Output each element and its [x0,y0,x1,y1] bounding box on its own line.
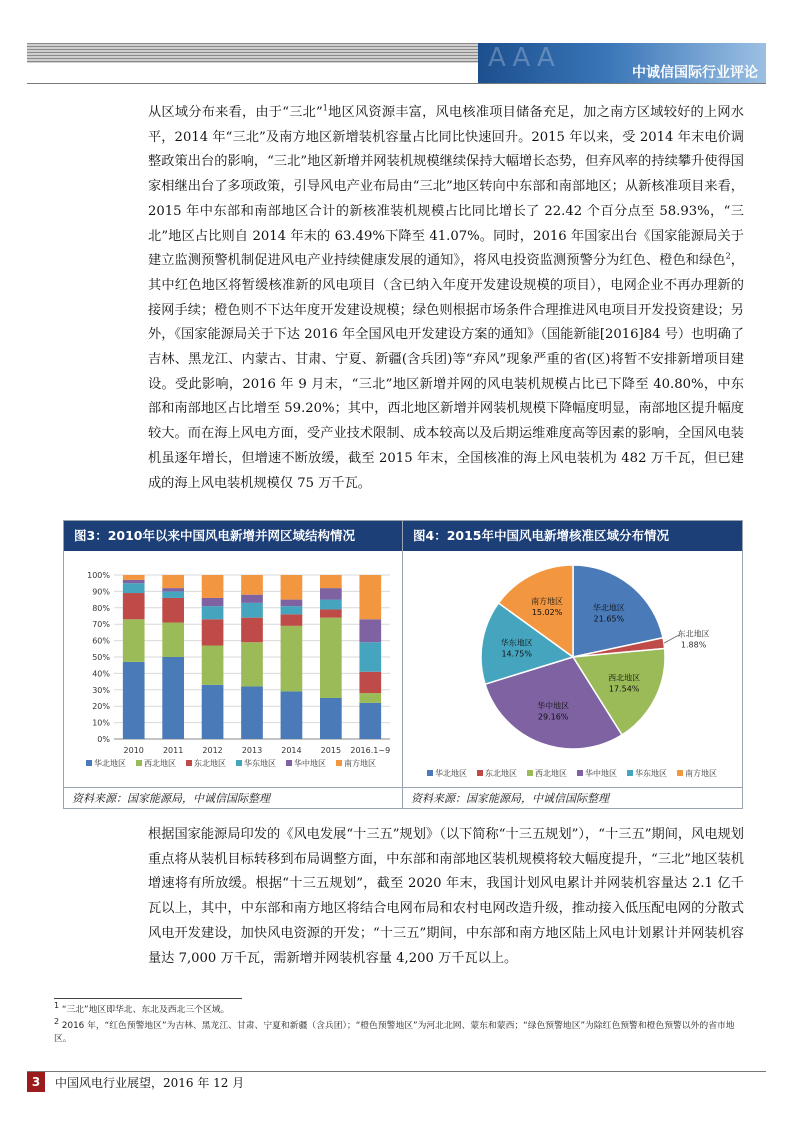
body-paragraph-1 [148,101,744,496]
bar-segment [162,623,184,657]
y-tick-label: 60% [92,636,110,646]
figure-4-source: 资料来源：国家能源局，中诚信国际整理 [403,787,742,808]
bar-segment [359,703,381,739]
y-tick-label: 30% [92,685,110,695]
bar-segment [241,687,263,739]
bar-segment [202,685,224,739]
footnote-1-mark: 1 [54,1001,60,1011]
bar-segment [123,580,145,583]
bar-segment [241,642,263,686]
legend-swatch [286,760,292,766]
bar-segment [320,698,342,739]
legend-swatch [477,770,483,776]
bar-segment [359,693,381,703]
header-banner [478,43,766,83]
bar-segment [241,618,263,643]
legend-swatch [86,760,92,766]
header-rule [27,83,766,84]
bar-segment [162,598,184,623]
bar-segment [281,600,303,607]
y-tick-label: 80% [92,603,110,613]
y-tick-label: 90% [92,587,110,597]
figure-3 [64,521,403,808]
body-paragraph-2 [148,823,744,971]
legend-label: 华中地区 [294,759,326,768]
bar-segment [281,691,303,739]
x-tick-label: 2016.1~9 [350,746,391,755]
x-tick-label: 2013 [241,746,263,755]
y-tick-label: 70% [92,620,110,630]
legend-swatch [577,770,583,776]
figure-panel [63,520,743,809]
figure-3-title: 图3：2010年以来中国风电新增并网区域结构情况 [64,521,402,551]
bar-segment [359,642,381,672]
bar-segment [320,575,342,588]
legend-label: 东北地区 [194,759,226,768]
x-tick-label: 2015 [320,746,342,755]
legend-label: 华东地区 [635,769,667,778]
legend-label: 华中地区 [585,769,617,778]
bar-segment [123,593,145,619]
legend-swatch [627,770,633,776]
slice-value-label: 21.65% [593,614,625,624]
legend-label: 西北地区 [535,769,567,778]
bar-segment [123,662,145,739]
bar-segment [281,606,303,614]
bar-segment [241,603,263,618]
page-number: 3 [27,1072,45,1092]
bar-segment [202,606,224,619]
footnote-2-text: 2016 年，“红色预警地区”为吉林、黑龙江、甘肃、宁夏和新疆（含兵团）；“橙色预警地区”为河北北网、蒙东和蒙西；“绿色预警地区”为除红色预警和橙色预警以外的省市地区。 [54,1021,735,1044]
legend-label: 东北地区 [485,769,517,778]
legend-swatch [236,760,242,766]
bar-segment [359,619,381,642]
bar-segment [202,646,224,685]
bar-segment [320,588,342,599]
footnote-ref-2: 2 [725,251,731,261]
bar-segment [320,600,342,610]
figure-3-source: 资料来源：国家能源局，中诚信国际整理 [64,787,402,808]
legend-label: 华北地区 [435,769,467,778]
bar-segment [281,626,303,692]
slice-value-label: 15.02% [531,608,563,618]
x-tick-label: 2012 [202,746,223,755]
footer-rule [27,1071,766,1072]
footnote-1 [54,1001,744,1017]
x-tick-label: 2011 [162,746,184,755]
figure-4 [403,521,742,808]
legend-swatch [186,760,192,766]
bar-segment [123,619,145,662]
bar-segment [162,575,184,588]
bar-segment [241,595,263,603]
y-tick-label: 40% [92,669,110,679]
y-tick-label: 100% [87,571,110,580]
footnote-ref-1: 1 [322,103,328,113]
slice-value-label: 29.16% [537,712,569,722]
bar-segment [202,598,224,606]
x-tick-label: 2010 [123,746,144,755]
bar-segment [162,588,184,591]
bar-segment [162,657,184,739]
bar-segment [202,575,224,598]
figure-4-title: 图4：2015年中国风电新增核准区域分布情况 [403,521,742,551]
y-tick-label: 0% [97,735,110,744]
bar-segment [281,575,303,600]
bar-segment [320,618,342,698]
y-tick-label: 20% [92,702,110,712]
para2-text: 根据国家能源局印发的《风电发展“十三五”规划》（以下简称“十三五规划”），“十三五”期间，风电规划重点将从装机目标转移到布局调整方面，中东部和南部地区装机规模将较大幅度提升，“三北”地区装机增速将有所放缓。根据“十三五规划”，截至 2020 年末，我国计划风电累计并网装机容量达 2.1 亿千瓦以上，其中，中东部和南方地区将结合电网布局和农村电网改造升级，推动接入低压配电网的分散式风电开发建设，加快风电资源的开发；“十三五”期间，中东部和南方地区陆上风电计划累计并网装机容量达 7,000 万千瓦，需新增并网装机容量 4,200 万千瓦以上。 [148,827,744,966]
slice-value-label: 1.88% [680,640,707,650]
footnote-2-mark: 2 [54,1017,60,1027]
bar-segment [281,614,303,625]
slice-name-label: 华中地区 [537,701,570,711]
x-tick-label: 2014 [281,746,302,755]
bar-segment [123,575,145,580]
pie-chart [403,551,742,786]
bar-segment [359,672,381,693]
legend-swatch [336,760,342,766]
stacked-bar-chart [64,551,402,786]
legend-label: 华东地区 [244,759,276,768]
legend-label: 南方地区 [344,759,376,768]
slice-value-label: 17.54% [608,684,640,694]
para1-part-b: 地区风资源丰富，风电核准项目储备充足，加之南方区域较好的上网水平，2014 年“三北”及南方地区新增装机容量占比同比快速回升。2015 年以来，受 2014 年末电价调整政策出台的影响，“三北”地区新增并网装机规模继续保持大幅增长态势，但弃风率的持续攀升使得国家相继出台了多项政策，引导风电产业布局由“三北”地区转向中东部和南部地区；从新核准项目来看，2015 年中东部和南部地区合计的新核准装机规模占比同比增长了 22.42 个百分点至 58.93%，“三北”地区占比则自 2014 年末的 63.49%下降至 41.07%。同时，2016 年国家出台《国家能源局关于建立监测预警机制促进风电产业持续健康发展的通知》，将风电投资监测预警分为红色、橙色和绿色 [148,105,744,269]
legend-label: 华北地区 [94,759,126,768]
slice-name-label: 南方地区 [531,597,564,607]
y-tick-label: 10% [92,718,110,728]
slice-name-label: 华北地区 [592,603,625,613]
legend-swatch [677,770,683,776]
bar-segment [320,609,342,617]
legend-label: 西北地区 [144,759,176,768]
header-title: 中诚信国际行业评论 [632,65,758,81]
bar-segment [241,575,263,595]
legend-swatch [427,770,433,776]
slice-value-label: 14.75% [501,649,532,659]
slice-name-label: 华东地区 [500,638,533,648]
bar-segment [359,575,381,619]
footnote-1-text: “三北”地区即华北、东北及西北三个区域。 [61,1005,230,1015]
legend-swatch [527,770,533,776]
bar-segment [123,583,145,593]
para1-part-a: 从区域分布来看，由于“三北” [148,105,323,120]
header-decoration: AAA [488,43,561,73]
legend-swatch [136,760,142,766]
footnote-rule [54,998,242,999]
para1-part-c: ，其中红色地区将暂缓核准新的风电项目（含已纳入年度开发建设规模的项目），电网企业不再办理新的接网手续；橙色则不下达年度开发建设规模；绿色则根据市场条件合理推进风电项目开发投资建设；另外，《国家能源局关于下达 2016 年全国风电开发建设方案的通知》（国能新能[2016]84 号）也明确了吉林、黑龙江、内蒙古、甘肃、宁夏、新疆(含兵团)等“弃风”现象严重的省(区)将暂不安排新增项目建设。受此影响，2016 年 9 月末，“三北”地区新增并网的风电装机规模占比已下降至 40.80%，中东部和南部地区占比增至 59.20%；其中，西北地区新增并网装机规模下降幅度明显，南部地区提升幅度较大。而在海上风电方面，受产业技术限制、成本较高以及后期运维难度高等因素的影响，全国风电装机虽逐年增长，但增速不断放缓，截至 2015 年末，全国核准的海上风电装机为 482 万千瓦，但已建成的海上风电装机规模仅 75 万千瓦。 [148,253,744,491]
legend-label: 南方地区 [685,769,717,778]
bar-segment [202,619,224,645]
slice-name-label: 东北地区 [677,629,710,639]
slice-name-label: 西北地区 [608,673,641,683]
y-tick-label: 50% [92,653,110,662]
bar-segment [162,591,184,598]
footer-text: 中国风电行业展望，2016 年 12 月 [55,1076,245,1090]
footnote-2 [54,1017,744,1046]
